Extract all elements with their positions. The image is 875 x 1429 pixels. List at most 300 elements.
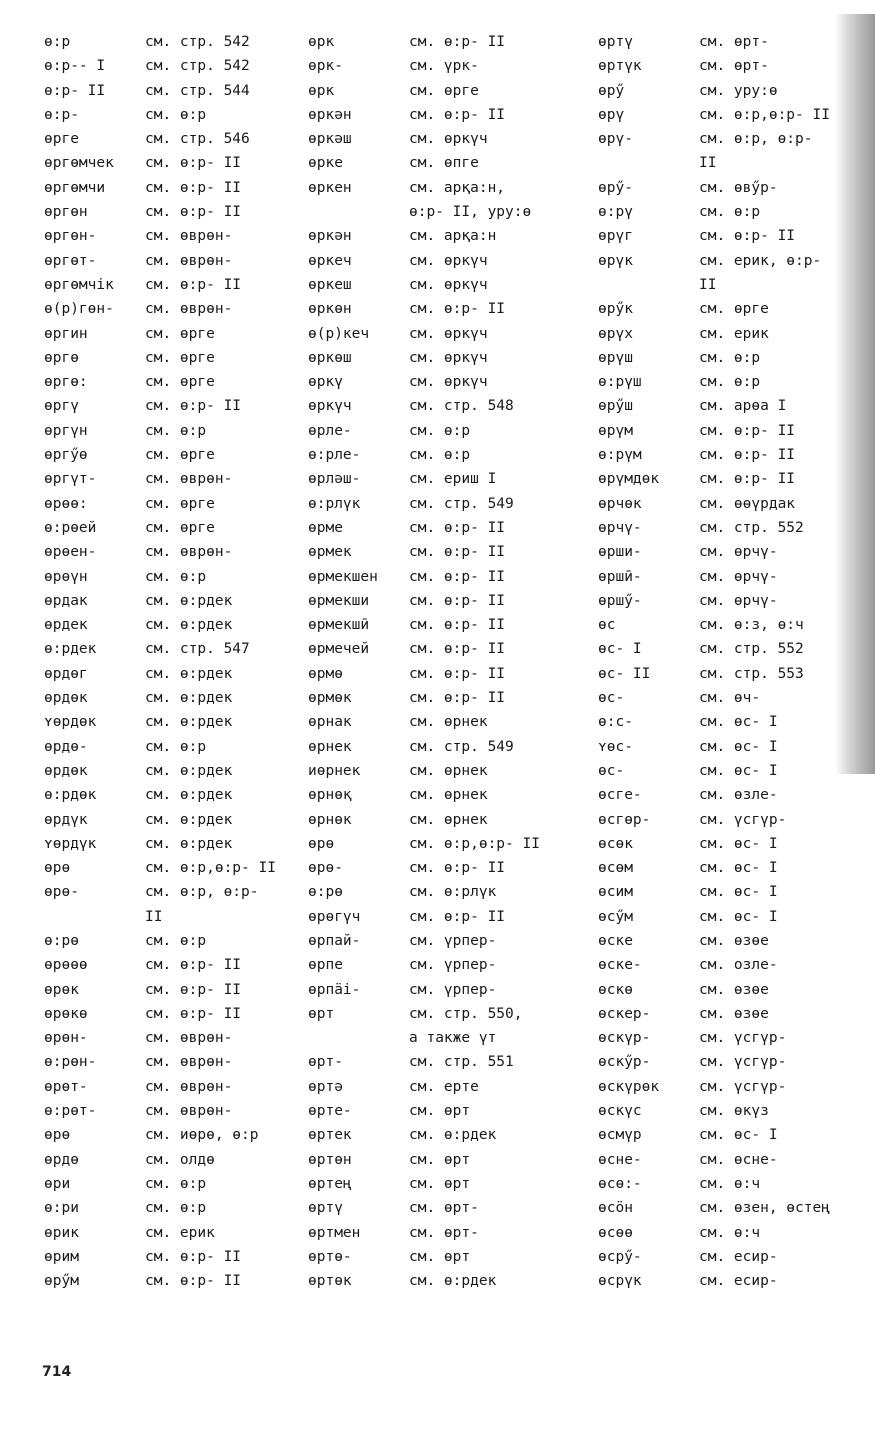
headword: ʏөрдүк bbox=[44, 835, 97, 852]
cross-reference: см. стр. 552 bbox=[699, 641, 804, 658]
headword: өрдөг bbox=[44, 665, 88, 682]
cross-reference: см. ерик bbox=[699, 325, 769, 342]
headword: өрӳ bbox=[598, 82, 625, 99]
cross-reference: см. ө:р- II bbox=[409, 544, 506, 561]
cross-reference: см. ө:р- II bbox=[409, 568, 506, 585]
cross-reference: см. өрт bbox=[409, 1103, 471, 1120]
cross-reference: см. өзен, өстең bbox=[699, 1200, 830, 1217]
headword: өрпе bbox=[308, 957, 343, 974]
cross-reference: см. өркүч bbox=[409, 252, 488, 269]
cross-reference: см. өрнек bbox=[409, 811, 488, 828]
headword: өркөш bbox=[308, 349, 352, 366]
cross-reference: см. өрнек bbox=[409, 762, 488, 779]
headword: өртү bbox=[598, 34, 633, 50]
headword: өрөкө bbox=[44, 1005, 88, 1022]
cross-reference: см. ө:р, ө:р- bbox=[699, 131, 813, 148]
cross-reference: см. ө:р- II bbox=[145, 981, 242, 998]
cross-reference: см. ө:р- II bbox=[145, 1005, 242, 1022]
headword: өсрүк bbox=[598, 1273, 642, 1290]
cross-reference: см. ө:р bbox=[699, 204, 761, 221]
cross-reference: см. ө:рдек bbox=[409, 1273, 497, 1290]
cross-reference: см. өч- bbox=[699, 690, 761, 707]
cross-reference: см. уру:ө bbox=[699, 82, 778, 99]
headword: өскүс bbox=[598, 1103, 642, 1120]
cross-reference: см. ө:ч bbox=[699, 1224, 761, 1241]
headword: өрмекши bbox=[308, 592, 370, 609]
cross-reference: а также үт bbox=[409, 1030, 497, 1047]
headword: өри bbox=[44, 1175, 71, 1192]
cross-reference: см. ө:р- II bbox=[699, 422, 796, 439]
cross-reference: см. ө:р,ө:р- II bbox=[145, 860, 276, 877]
cross-reference: см. ө:рдек bbox=[145, 835, 233, 852]
headword: өрүк bbox=[598, 252, 633, 269]
headword: өсөм bbox=[598, 860, 633, 877]
headword: өрмек bbox=[308, 544, 352, 561]
headword: өркәш bbox=[308, 131, 352, 148]
cross-reference: см. ө:р, ө:р- bbox=[145, 884, 259, 901]
cross-reference: см. өкүз bbox=[699, 1103, 769, 1120]
headword: өртөк bbox=[308, 1273, 352, 1290]
cross-reference: см. ө:р bbox=[699, 349, 761, 366]
cross-reference: см. үрпер- bbox=[409, 932, 497, 949]
cross-reference: см. стр. 552 bbox=[699, 519, 804, 536]
headword: өртең bbox=[308, 1175, 352, 1192]
headword: өрләш- bbox=[308, 471, 361, 488]
cross-reference: см. ө:р bbox=[145, 568, 207, 585]
cross-reference: см. стр. 553 bbox=[699, 665, 804, 682]
cross-reference: см. арқа:н, bbox=[409, 179, 506, 196]
cross-reference: см. үсгүр- bbox=[699, 1078, 787, 1095]
cross-reference: см. өврөн- bbox=[145, 1030, 233, 1047]
headword: өскер- bbox=[598, 1005, 651, 1022]
headword: өргөмчек bbox=[44, 155, 114, 172]
headword: өс- I bbox=[598, 641, 642, 658]
cross-reference: см. ө:рдек bbox=[145, 592, 233, 609]
cross-reference: см. үрпер- bbox=[409, 957, 497, 974]
cross-reference: см. ө:р bbox=[145, 932, 207, 949]
headword: өскүрөк bbox=[598, 1078, 660, 1095]
cross-reference: см. өврөн- bbox=[145, 252, 233, 269]
cross-reference: см. өркүч bbox=[409, 325, 488, 342]
cross-reference: см. ө:р bbox=[699, 374, 761, 391]
headword: өрк bbox=[308, 82, 335, 99]
cross-reference: см. өсне- bbox=[699, 1151, 778, 1168]
cross-reference: см. есир- bbox=[699, 1273, 778, 1290]
cross-reference: см. өрчү- bbox=[699, 544, 778, 561]
headword: өртмен bbox=[308, 1224, 361, 1241]
cross-reference: см. ө:р bbox=[145, 106, 207, 123]
headword: өртө- bbox=[308, 1248, 352, 1265]
cross-reference: см. ө:ч bbox=[699, 1175, 761, 1192]
headword: өрпай- bbox=[308, 932, 361, 949]
cross-reference: см. өркүч bbox=[409, 349, 488, 366]
cross-reference: см. ө:р- II bbox=[409, 690, 506, 707]
headword: өрнөк bbox=[308, 811, 352, 828]
cross-reference: см. ө:р bbox=[409, 422, 471, 439]
cross-reference: см. олдө bbox=[145, 1151, 215, 1168]
headword: өрдүк bbox=[44, 811, 88, 828]
cross-reference: см. өркүч bbox=[409, 374, 488, 391]
cross-reference: см. өс- I bbox=[699, 762, 778, 779]
cross-reference: см. өрт- bbox=[699, 58, 769, 75]
headword: өршӣ- bbox=[598, 568, 642, 585]
headword: өргүт- bbox=[44, 471, 97, 488]
cross-reference: см. өврөн- bbox=[145, 471, 233, 488]
headword: өркөн bbox=[308, 301, 352, 318]
cross-reference: см. өс- I bbox=[699, 835, 778, 852]
cross-reference: см. өркүч bbox=[409, 131, 488, 148]
headword: өрге bbox=[44, 131, 79, 148]
cross-reference: см. стр. 547 bbox=[145, 641, 250, 658]
cross-reference: см. ө:р bbox=[409, 447, 471, 464]
cross-reference: см. өрт- bbox=[409, 1200, 479, 1217]
headword: өрим bbox=[44, 1248, 79, 1265]
cross-reference: см. ө:рдек bbox=[145, 714, 233, 731]
cross-reference: см. ө:р- II bbox=[409, 617, 506, 634]
cross-reference: см. өрге bbox=[699, 301, 769, 318]
headword: өрмө bbox=[308, 665, 343, 682]
cross-reference: см. өрге bbox=[145, 519, 215, 536]
headword: өрнөқ bbox=[308, 787, 352, 804]
headword: өртөн bbox=[308, 1151, 352, 1168]
headword: өртек bbox=[308, 1127, 352, 1144]
headword: өрле- bbox=[308, 422, 352, 439]
cross-reference: см. өрчү- bbox=[699, 592, 778, 609]
headword: өрте- bbox=[308, 1103, 352, 1120]
headword: өсге- bbox=[598, 787, 642, 804]
headword: өс- II bbox=[598, 665, 651, 682]
headword: өршӳ- bbox=[598, 592, 642, 609]
headword: өсө:- bbox=[598, 1175, 642, 1192]
headword: өскүр- bbox=[598, 1030, 651, 1047]
headword: өрүм bbox=[598, 422, 633, 439]
cross-reference: II bbox=[699, 276, 717, 293]
cross-reference: см. стр. 550, bbox=[409, 1005, 523, 1022]
cross-reference: см. стр. 542 bbox=[145, 34, 250, 50]
cross-reference: см. ө:р- II bbox=[145, 204, 242, 221]
cross-reference: см. ө:р- II bbox=[409, 641, 506, 658]
cross-reference: см. өврөн- bbox=[145, 301, 233, 318]
headword: өрө- bbox=[308, 860, 343, 877]
cross-reference: см. өрт- bbox=[699, 34, 769, 50]
headword: өскӳр- bbox=[598, 1054, 651, 1071]
cross-reference: см. өрге bbox=[145, 349, 215, 366]
cross-reference: см. ө:рдек bbox=[145, 811, 233, 828]
headword: ө:ри bbox=[44, 1200, 79, 1217]
cross-reference: см. ериш I bbox=[409, 471, 497, 488]
page-number: 714 bbox=[42, 1364, 72, 1380]
headword: өргөт- bbox=[44, 252, 97, 269]
cross-reference: см. ө:р- II bbox=[145, 276, 242, 293]
headword: ө(р)гөн- bbox=[44, 301, 114, 318]
headword: өрүмдөк bbox=[598, 471, 660, 488]
headword: өсӳм bbox=[598, 908, 633, 925]
cross-reference: см. ө:р- II bbox=[145, 398, 242, 415]
headword: өрк- bbox=[308, 58, 343, 75]
cross-reference: см. ө:р- II bbox=[699, 471, 796, 488]
headword: өрӳм bbox=[44, 1273, 79, 1290]
headword: өрүш bbox=[598, 349, 633, 366]
headword: өрөө: bbox=[44, 495, 88, 512]
cross-reference: см. ө:рдек bbox=[145, 762, 233, 779]
headword: өрмөк bbox=[308, 690, 352, 707]
headword: өрүх bbox=[598, 325, 633, 342]
headword: ө:рөт- bbox=[44, 1103, 97, 1120]
headword: өртә bbox=[308, 1078, 343, 1095]
cross-reference: см. өзөе bbox=[699, 1005, 769, 1022]
headword: өргөн bbox=[44, 204, 88, 221]
headword: өрт bbox=[308, 1005, 335, 1022]
headword: ө:рдек bbox=[44, 641, 97, 658]
cross-reference: см. ерик bbox=[145, 1224, 215, 1241]
cross-reference: см. стр. 551 bbox=[409, 1054, 514, 1071]
headword: өрү- bbox=[598, 131, 633, 148]
headword: өргөн- bbox=[44, 228, 97, 245]
cross-reference: см. ө:р- II bbox=[145, 179, 242, 196]
page-edge-shadow bbox=[835, 14, 875, 774]
headword: өрөен- bbox=[44, 544, 97, 561]
cross-reference: см. ө:р- II bbox=[409, 106, 506, 123]
headword: өрке bbox=[308, 155, 343, 172]
cross-reference: см. өрге bbox=[145, 495, 215, 512]
cross-reference: см. өврөн- bbox=[145, 1078, 233, 1095]
headword: өсим bbox=[598, 884, 633, 901]
headword: өркүч bbox=[308, 398, 352, 415]
headword: өрк bbox=[308, 34, 335, 50]
headword: өрмекшен bbox=[308, 568, 378, 585]
headword: өрчөк bbox=[598, 495, 642, 512]
cross-reference: см. үсгүр- bbox=[699, 1054, 787, 1071]
headword: ө:р- bbox=[44, 106, 79, 123]
cross-reference: см. өзөе bbox=[699, 932, 769, 949]
headword: өрөгүч bbox=[308, 908, 361, 925]
headword: өсгөр- bbox=[598, 811, 651, 828]
cross-reference: см. өс- I bbox=[699, 860, 778, 877]
headword: өркән bbox=[308, 106, 352, 123]
cross-reference: см. өрт bbox=[409, 1151, 471, 1168]
headword: өс- bbox=[598, 762, 625, 779]
headword: ө:рү bbox=[598, 204, 633, 221]
cross-reference: II bbox=[145, 908, 163, 925]
headword: өрик bbox=[44, 1224, 79, 1241]
cross-reference: см. ө:рдек bbox=[145, 617, 233, 634]
cross-reference: см. өс- I bbox=[699, 908, 778, 925]
cross-reference: см. өрге bbox=[145, 325, 215, 342]
cross-reference: см. өс- I bbox=[699, 1127, 778, 1144]
headword: өрдө bbox=[44, 1151, 79, 1168]
cross-reference: см. ө:р- II bbox=[699, 447, 796, 464]
headword: өрөөө bbox=[44, 957, 88, 974]
headword: ө:рлүк bbox=[308, 495, 361, 512]
cross-reference: см. өс- I bbox=[699, 738, 778, 755]
headword: өрт- bbox=[308, 1054, 343, 1071]
headword: өрши- bbox=[598, 544, 642, 561]
cross-reference: см. өркүч bbox=[409, 276, 488, 293]
headword: өсөө bbox=[598, 1224, 633, 1241]
cross-reference: см. ө:р- II bbox=[409, 860, 506, 877]
headword: өрөн- bbox=[44, 1030, 88, 1047]
headword: өргөмчи bbox=[44, 179, 106, 196]
cross-reference: см. өврөн- bbox=[145, 544, 233, 561]
cross-reference: см. ө:р- II bbox=[145, 1273, 242, 1290]
cross-reference: см. өрнек bbox=[409, 787, 488, 804]
headword: өрӳк bbox=[598, 301, 633, 318]
headword: ө:рле- bbox=[308, 447, 361, 464]
cross-reference: см. ерте bbox=[409, 1078, 479, 1095]
cross-reference: см. стр. 549 bbox=[409, 495, 514, 512]
headword: өркү bbox=[308, 374, 343, 391]
cross-reference: см. ө:р- II bbox=[409, 34, 506, 50]
cross-reference: см. ө:р- II bbox=[409, 592, 506, 609]
cross-reference: см. өөүрдак bbox=[699, 495, 796, 512]
headword: өрө- bbox=[44, 884, 79, 901]
headword: өрме bbox=[308, 519, 343, 536]
headword: өрмекшӣ bbox=[308, 617, 370, 634]
headword: өрнак bbox=[308, 714, 352, 731]
headword: өркеш bbox=[308, 276, 352, 293]
headword: өс bbox=[598, 617, 616, 634]
cross-reference: см. үсгүр- bbox=[699, 1030, 787, 1047]
headword: өрү bbox=[598, 106, 625, 123]
cross-reference: см. өрге bbox=[409, 82, 479, 99]
headword: өркән bbox=[308, 228, 352, 245]
headword: өрө bbox=[308, 835, 335, 852]
cross-reference: см. ө:рдек bbox=[409, 1127, 497, 1144]
headword: ө:рө bbox=[44, 932, 79, 949]
headword: ө:рдөк bbox=[44, 787, 97, 804]
headword: өрөүн bbox=[44, 568, 88, 585]
cross-reference: см. өрге bbox=[145, 374, 215, 391]
headword: өрө bbox=[44, 860, 71, 877]
headword: өргөмчік bbox=[44, 276, 114, 293]
headword: өрөт- bbox=[44, 1078, 88, 1095]
headword: өркеч bbox=[308, 252, 352, 269]
cross-reference: см. ө:р- II bbox=[409, 519, 506, 536]
headword: өрө bbox=[44, 1127, 71, 1144]
cross-reference: см. өс- I bbox=[699, 714, 778, 731]
cross-reference: см. ө:з, ө:ч bbox=[699, 617, 804, 634]
cross-reference: см. ө:р- II bbox=[145, 957, 242, 974]
headword: өрдөк bbox=[44, 690, 88, 707]
cross-reference: см. ө:р- II bbox=[699, 228, 796, 245]
cross-reference: см. ө:рдек bbox=[145, 690, 233, 707]
headword: өргү bbox=[44, 398, 79, 415]
cross-reference: см. стр. 546 bbox=[145, 131, 250, 148]
cross-reference: ө:р- II, уру:ө bbox=[409, 204, 532, 221]
cross-reference: см. үрк- bbox=[409, 58, 479, 75]
cross-reference: см. ө:р- II bbox=[409, 908, 506, 925]
headword: ө(р)кеч bbox=[308, 325, 370, 342]
cross-reference: см. есир- bbox=[699, 1248, 778, 1265]
headword: ө:р- II bbox=[44, 82, 106, 99]
headword: өрдак bbox=[44, 592, 88, 609]
cross-reference: см. стр. 548 bbox=[409, 398, 514, 415]
cross-reference: см. өрге bbox=[145, 447, 215, 464]
headword: ө:р-- I bbox=[44, 58, 106, 75]
headword: өс- bbox=[598, 690, 625, 707]
cross-reference: см. ө:р- II bbox=[409, 665, 506, 682]
cross-reference: см. арөа I bbox=[699, 398, 787, 415]
headword: ө:рүш bbox=[598, 374, 642, 391]
cross-reference: см. үрпер- bbox=[409, 981, 497, 998]
headword: ʏөрдөк bbox=[44, 714, 97, 731]
headword: иөрнек bbox=[308, 762, 361, 779]
cross-reference: см. өрт bbox=[409, 1175, 471, 1192]
headword: өргө: bbox=[44, 374, 88, 391]
cross-reference: см. өрчү- bbox=[699, 568, 778, 585]
headword: өрӳ- bbox=[598, 179, 633, 196]
cross-reference: см. ерик, ө:р- bbox=[699, 252, 822, 269]
headword: өргин bbox=[44, 325, 88, 342]
headword: өрдөк bbox=[44, 762, 88, 779]
cross-reference: см. өрнек bbox=[409, 714, 488, 731]
headword: өрмечей bbox=[308, 641, 370, 658]
cross-reference: см. ө:рдек bbox=[145, 665, 233, 682]
headword: өрнек bbox=[308, 738, 352, 755]
cross-reference: см. ө:р- II bbox=[409, 301, 506, 318]
cross-reference: см. өпге bbox=[409, 155, 479, 172]
headword: өскө bbox=[598, 981, 633, 998]
headword: өртүк bbox=[598, 58, 642, 75]
cross-reference: см. өзөе bbox=[699, 981, 769, 998]
cross-reference: см. өс- I bbox=[699, 884, 778, 901]
headword: өргө bbox=[44, 349, 79, 366]
headword: өртү bbox=[308, 1200, 343, 1217]
cross-reference: см. өвӳр- bbox=[699, 179, 778, 196]
headword: өске bbox=[598, 932, 633, 949]
headword: ө:р bbox=[44, 34, 71, 50]
headword: өрөк bbox=[44, 981, 79, 998]
headword: өркен bbox=[308, 179, 352, 196]
cross-reference: см. ө:р bbox=[145, 422, 207, 439]
headword: өрдө- bbox=[44, 738, 88, 755]
cross-reference: см. стр. 549 bbox=[409, 738, 514, 755]
cross-reference: см. үсгүр- bbox=[699, 811, 787, 828]
headword: өсмүр bbox=[598, 1127, 642, 1144]
headword: өсӧн bbox=[598, 1200, 633, 1217]
cross-reference: см. ө:р,ө:р- II bbox=[409, 835, 540, 852]
cross-reference: см. стр. 542 bbox=[145, 58, 250, 75]
headword: өсрӳ- bbox=[598, 1248, 642, 1265]
cross-reference: см. арқа:н bbox=[409, 228, 497, 245]
headword: өрчү- bbox=[598, 519, 642, 536]
cross-reference: см. ө:р bbox=[145, 1175, 207, 1192]
headword: өске- bbox=[598, 957, 642, 974]
headword: өсне- bbox=[598, 1151, 642, 1168]
headword: ө:рүм bbox=[598, 447, 642, 464]
headword: өсөк bbox=[598, 835, 633, 852]
headword: ө:рөей bbox=[44, 519, 97, 536]
headword: өргүн bbox=[44, 422, 88, 439]
cross-reference: см. ө:р bbox=[145, 738, 207, 755]
headword: өрдек bbox=[44, 617, 88, 634]
headword: өрӳш bbox=[598, 398, 633, 415]
headword: өргӳө bbox=[44, 447, 88, 464]
headword: ө:с- bbox=[598, 714, 633, 731]
cross-reference: см. өврөн- bbox=[145, 1054, 233, 1071]
headword: ө:рө bbox=[308, 884, 343, 901]
headword: өрпӓі- bbox=[308, 981, 361, 998]
cross-reference: см. өрт- bbox=[409, 1224, 479, 1241]
cross-reference: см. ө:рдек bbox=[145, 787, 233, 804]
cross-reference: см. өзле- bbox=[699, 787, 778, 804]
cross-reference: см. стр. 544 bbox=[145, 82, 250, 99]
cross-reference: см. ө:р bbox=[145, 1200, 207, 1217]
cross-reference: см. ө:рлүк bbox=[409, 884, 497, 901]
headword: ʏөс- bbox=[598, 738, 633, 755]
headword: ө:рөн- bbox=[44, 1054, 97, 1071]
cross-reference: см. өврөн- bbox=[145, 1103, 233, 1120]
